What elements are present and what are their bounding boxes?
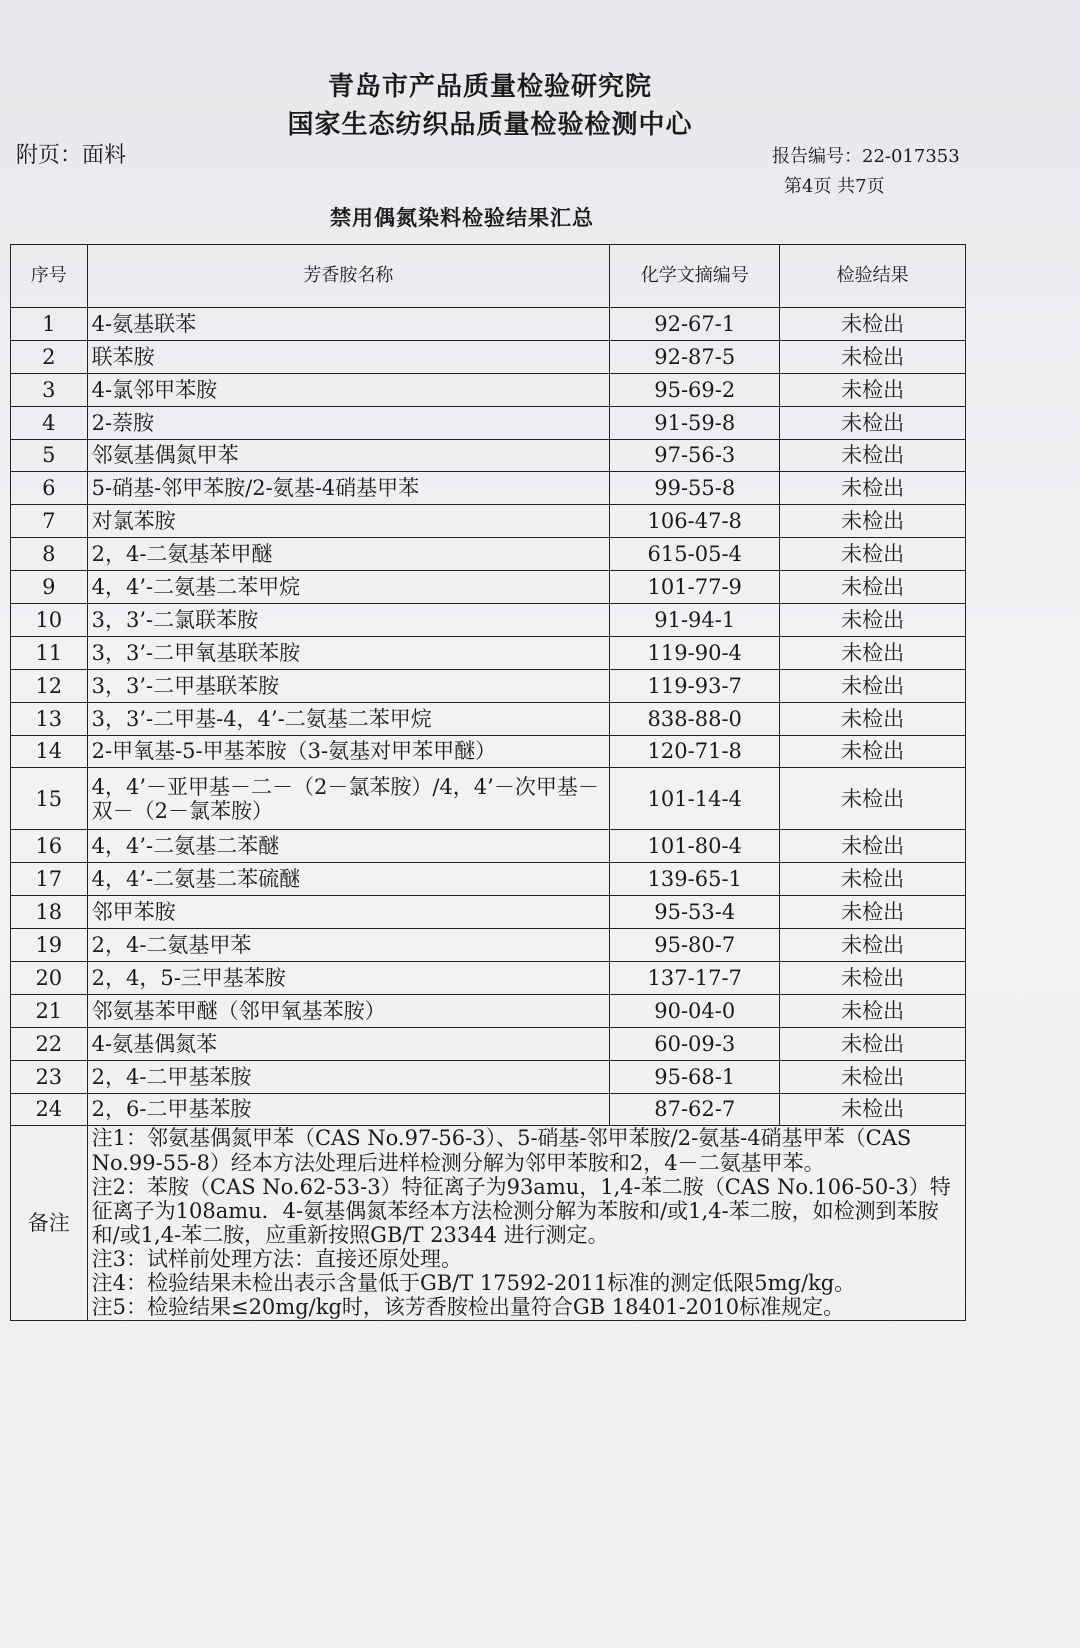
cell-cas-number: 87-62-7 [610,1093,780,1126]
cell-cas-number: 615-05-4 [610,538,780,571]
cell-no: 20 [11,962,88,995]
cell-result: 未检出 [780,505,966,538]
table-row [11,472,966,505]
cell-cas-number: 92-87-5 [610,340,780,373]
cell-amine-name: 2，4，5-三甲基苯胺 [87,962,610,995]
remark-note: 注1：邻氨基偶氮甲苯（CAS No.97-56-3）、5-硝基-邻甲苯胺/2-氨基-4硝基甲苯（CAS No.99-55-8）经本方法处理后进样检测分解为邻甲苯胺和2，4－二氨基甲苯。 [91,1126,912,1175]
cell-cas-number: 95-68-1 [610,1060,780,1093]
remark-note: 注3：试样前处理方法：直接还原处理。 [91,1247,462,1272]
cell-cas-number: 101-14-4 [610,768,780,830]
table-row [11,439,966,472]
table-row [11,1027,966,1060]
cell-no: 10 [11,604,88,637]
cell-result: 未检出 [780,373,966,406]
table-row [11,863,966,896]
table-row [11,1060,966,1093]
table-row [11,669,966,702]
cell-cas-number: 106-47-8 [610,505,780,538]
cell-amine-name: 3，3’-二甲氧基联苯胺 [87,636,610,669]
cell-amine-name: 4，4’-二氨基二苯甲烷 [87,571,610,604]
table-row [11,830,966,863]
cell-amine-name: 2，4-二甲基苯胺 [87,1060,610,1093]
page-info: 第4页 共7页 [784,176,885,197]
cell-cas-number: 91-94-1 [610,604,780,637]
cell-cas-number: 99-55-8 [610,472,780,505]
cell-no: 23 [11,1060,88,1093]
cell-cas-number: 101-80-4 [610,830,780,863]
cell-amine-name: 4-氨基联苯 [87,308,610,341]
cell-cas-number: 92-67-1 [610,308,780,341]
cell-amine-name: 2-萘胺 [87,406,610,439]
header-result: 检验结果 [780,245,966,308]
cell-no: 3 [11,373,88,406]
cell-result: 未检出 [780,863,966,896]
cell-result: 未检出 [780,830,966,863]
cell-no: 7 [11,505,88,538]
cell-result: 未检出 [780,604,966,637]
report-number: 报告编号：22-017353 [772,146,960,167]
table-row [11,308,966,341]
cell-no: 15 [11,768,88,830]
cell-cas-number: 95-80-7 [610,929,780,962]
results-table [10,244,966,1321]
cell-result: 未检出 [780,308,966,341]
table-row [11,636,966,669]
cell-cas-number: 95-69-2 [610,373,780,406]
cell-cas-number: 119-93-7 [610,669,780,702]
table-row [11,702,966,735]
cell-no: 9 [11,571,88,604]
table-row [11,538,966,571]
cell-no: 2 [11,340,88,373]
cell-no: 19 [11,929,88,962]
cell-no: 1 [11,308,88,341]
cell-amine-name: 2，6-二甲基苯胺 [87,1093,610,1126]
cell-result: 未检出 [780,406,966,439]
cell-amine-name: 4-氯邻甲苯胺 [87,373,610,406]
cell-amine-name: 4，4’-二氨基二苯醚 [87,830,610,863]
cell-cas-number: 91-59-8 [610,406,780,439]
cell-no: 18 [11,896,88,929]
table-row [11,1093,966,1126]
cell-cas-number: 137-17-7 [610,962,780,995]
cell-amine-name: 邻氨基偶氮甲苯 [87,439,610,472]
cell-no: 22 [11,1027,88,1060]
cell-result: 未检出 [780,439,966,472]
cell-no: 21 [11,994,88,1027]
table-row [11,768,966,830]
remarks-label: 备注 [11,1126,88,1320]
cell-no: 4 [11,406,88,439]
table-row [11,962,966,995]
table-row [11,929,966,962]
cell-result: 未检出 [780,896,966,929]
cell-result: 未检出 [780,472,966,505]
remark-note: 注2：苯胺（CAS No.62-53-3）特征离子为93amu，1,4-苯二胺（CAS No.106-50-3）特征离子为108amu．4-氨基偶氮苯经本方法检测分解为苯胺和/或1,4-苯二胺，如检测到苯胺和/或1,4-苯二胺，应重新按照GB/T 23344 进行测定。 [91,1174,951,1248]
cell-result: 未检出 [780,1027,966,1060]
cell-result: 未检出 [780,669,966,702]
remark-note: 注5：检验结果≤20mg/kg时，该芳香胺检出量符合GB 18401-2010标准规定。 [91,1295,845,1320]
cell-amine-name: 3，3’-二氯联苯胺 [87,604,610,637]
cell-no: 5 [11,439,88,472]
cell-result: 未检出 [780,636,966,669]
cell-amine-name: 对氯苯胺 [87,505,610,538]
cell-result: 未检出 [780,735,966,768]
cell-cas-number: 120-71-8 [610,735,780,768]
table-row [11,406,966,439]
center-title: 国家生态纺织品质量检验检测中心 [287,110,693,140]
cell-amine-name: 3，3’-二甲基联苯胺 [87,669,610,702]
cell-result: 未检出 [780,702,966,735]
cell-result: 未检出 [780,340,966,373]
cell-no: 17 [11,863,88,896]
table-row [11,896,966,929]
cell-cas-number: 119-90-4 [610,636,780,669]
cell-no: 13 [11,702,88,735]
cell-amine-name: 2，4-二氨基甲苯 [87,929,610,962]
cell-amine-name: 5-硝基-邻甲苯胺/2-氨基-4硝基甲苯 [87,472,610,505]
cell-result: 未检出 [780,962,966,995]
cell-amine-name: 4，4’－亚甲基－二－（2－氯苯胺）/4，4’－次甲基－双－（2－氯苯胺） [87,768,610,830]
header-amine-name: 芳香胺名称 [87,245,610,308]
summary-title: 禁用偶氮染料检验结果汇总 [330,205,594,230]
cell-result: 未检出 [780,994,966,1027]
institute-title: 青岛市产品质量检验研究院 [327,72,652,102]
cell-no: 6 [11,472,88,505]
cell-amine-name: 4，4’-二氨基二苯硫醚 [87,863,610,896]
table-row [11,735,966,768]
cell-cas-number: 90-04-0 [610,994,780,1027]
cell-amine-name: 联苯胺 [87,340,610,373]
table-row [11,373,966,406]
cell-cas-number: 838-88-0 [610,702,780,735]
table-row [11,994,966,1027]
cell-amine-name: 3，3’-二甲基-4，4’-二氨基二苯甲烷 [87,702,610,735]
cell-no: 16 [11,830,88,863]
cell-amine-name: 邻氨基苯甲醚（邻甲氧基苯胺） [87,994,610,1027]
cell-result: 未检出 [780,571,966,604]
remark-note: 注4：检验结果未检出表示含量低于GB/T 17592-2011标准的测定低限5mg/kg。 [91,1271,856,1296]
cell-result: 未检出 [780,1060,966,1093]
cell-cas-number: 97-56-3 [610,439,780,472]
cell-no: 8 [11,538,88,571]
cell-result: 未检出 [780,768,966,830]
header-cas-number: 化学文摘编号 [610,245,780,308]
table-row [11,505,966,538]
cell-amine-name: 邻甲苯胺 [87,896,610,929]
table-row [11,571,966,604]
cell-cas-number: 95-53-4 [610,896,780,929]
cell-cas-number: 101-77-9 [610,571,780,604]
cell-amine-name: 2，4-二氨基苯甲醚 [87,538,610,571]
header-no: 序号 [11,245,88,308]
cell-result: 未检出 [780,929,966,962]
cell-cas-number: 139-65-1 [610,863,780,896]
cell-amine-name: 4-氨基偶氮苯 [87,1027,610,1060]
cell-result: 未检出 [780,1093,966,1126]
table-row [11,604,966,637]
attachment-label: 附页：面料 [16,143,127,168]
cell-no: 24 [11,1093,88,1126]
cell-no: 12 [11,669,88,702]
cell-result: 未检出 [780,538,966,571]
cell-amine-name: 2-甲氧基-5-甲基苯胺（3-氨基对甲苯甲醚） [87,735,610,768]
cell-no: 14 [11,735,88,768]
table-row [11,340,966,373]
cell-no: 11 [11,636,88,669]
remarks-content [87,1126,965,1320]
cell-cas-number: 60-09-3 [610,1027,780,1060]
